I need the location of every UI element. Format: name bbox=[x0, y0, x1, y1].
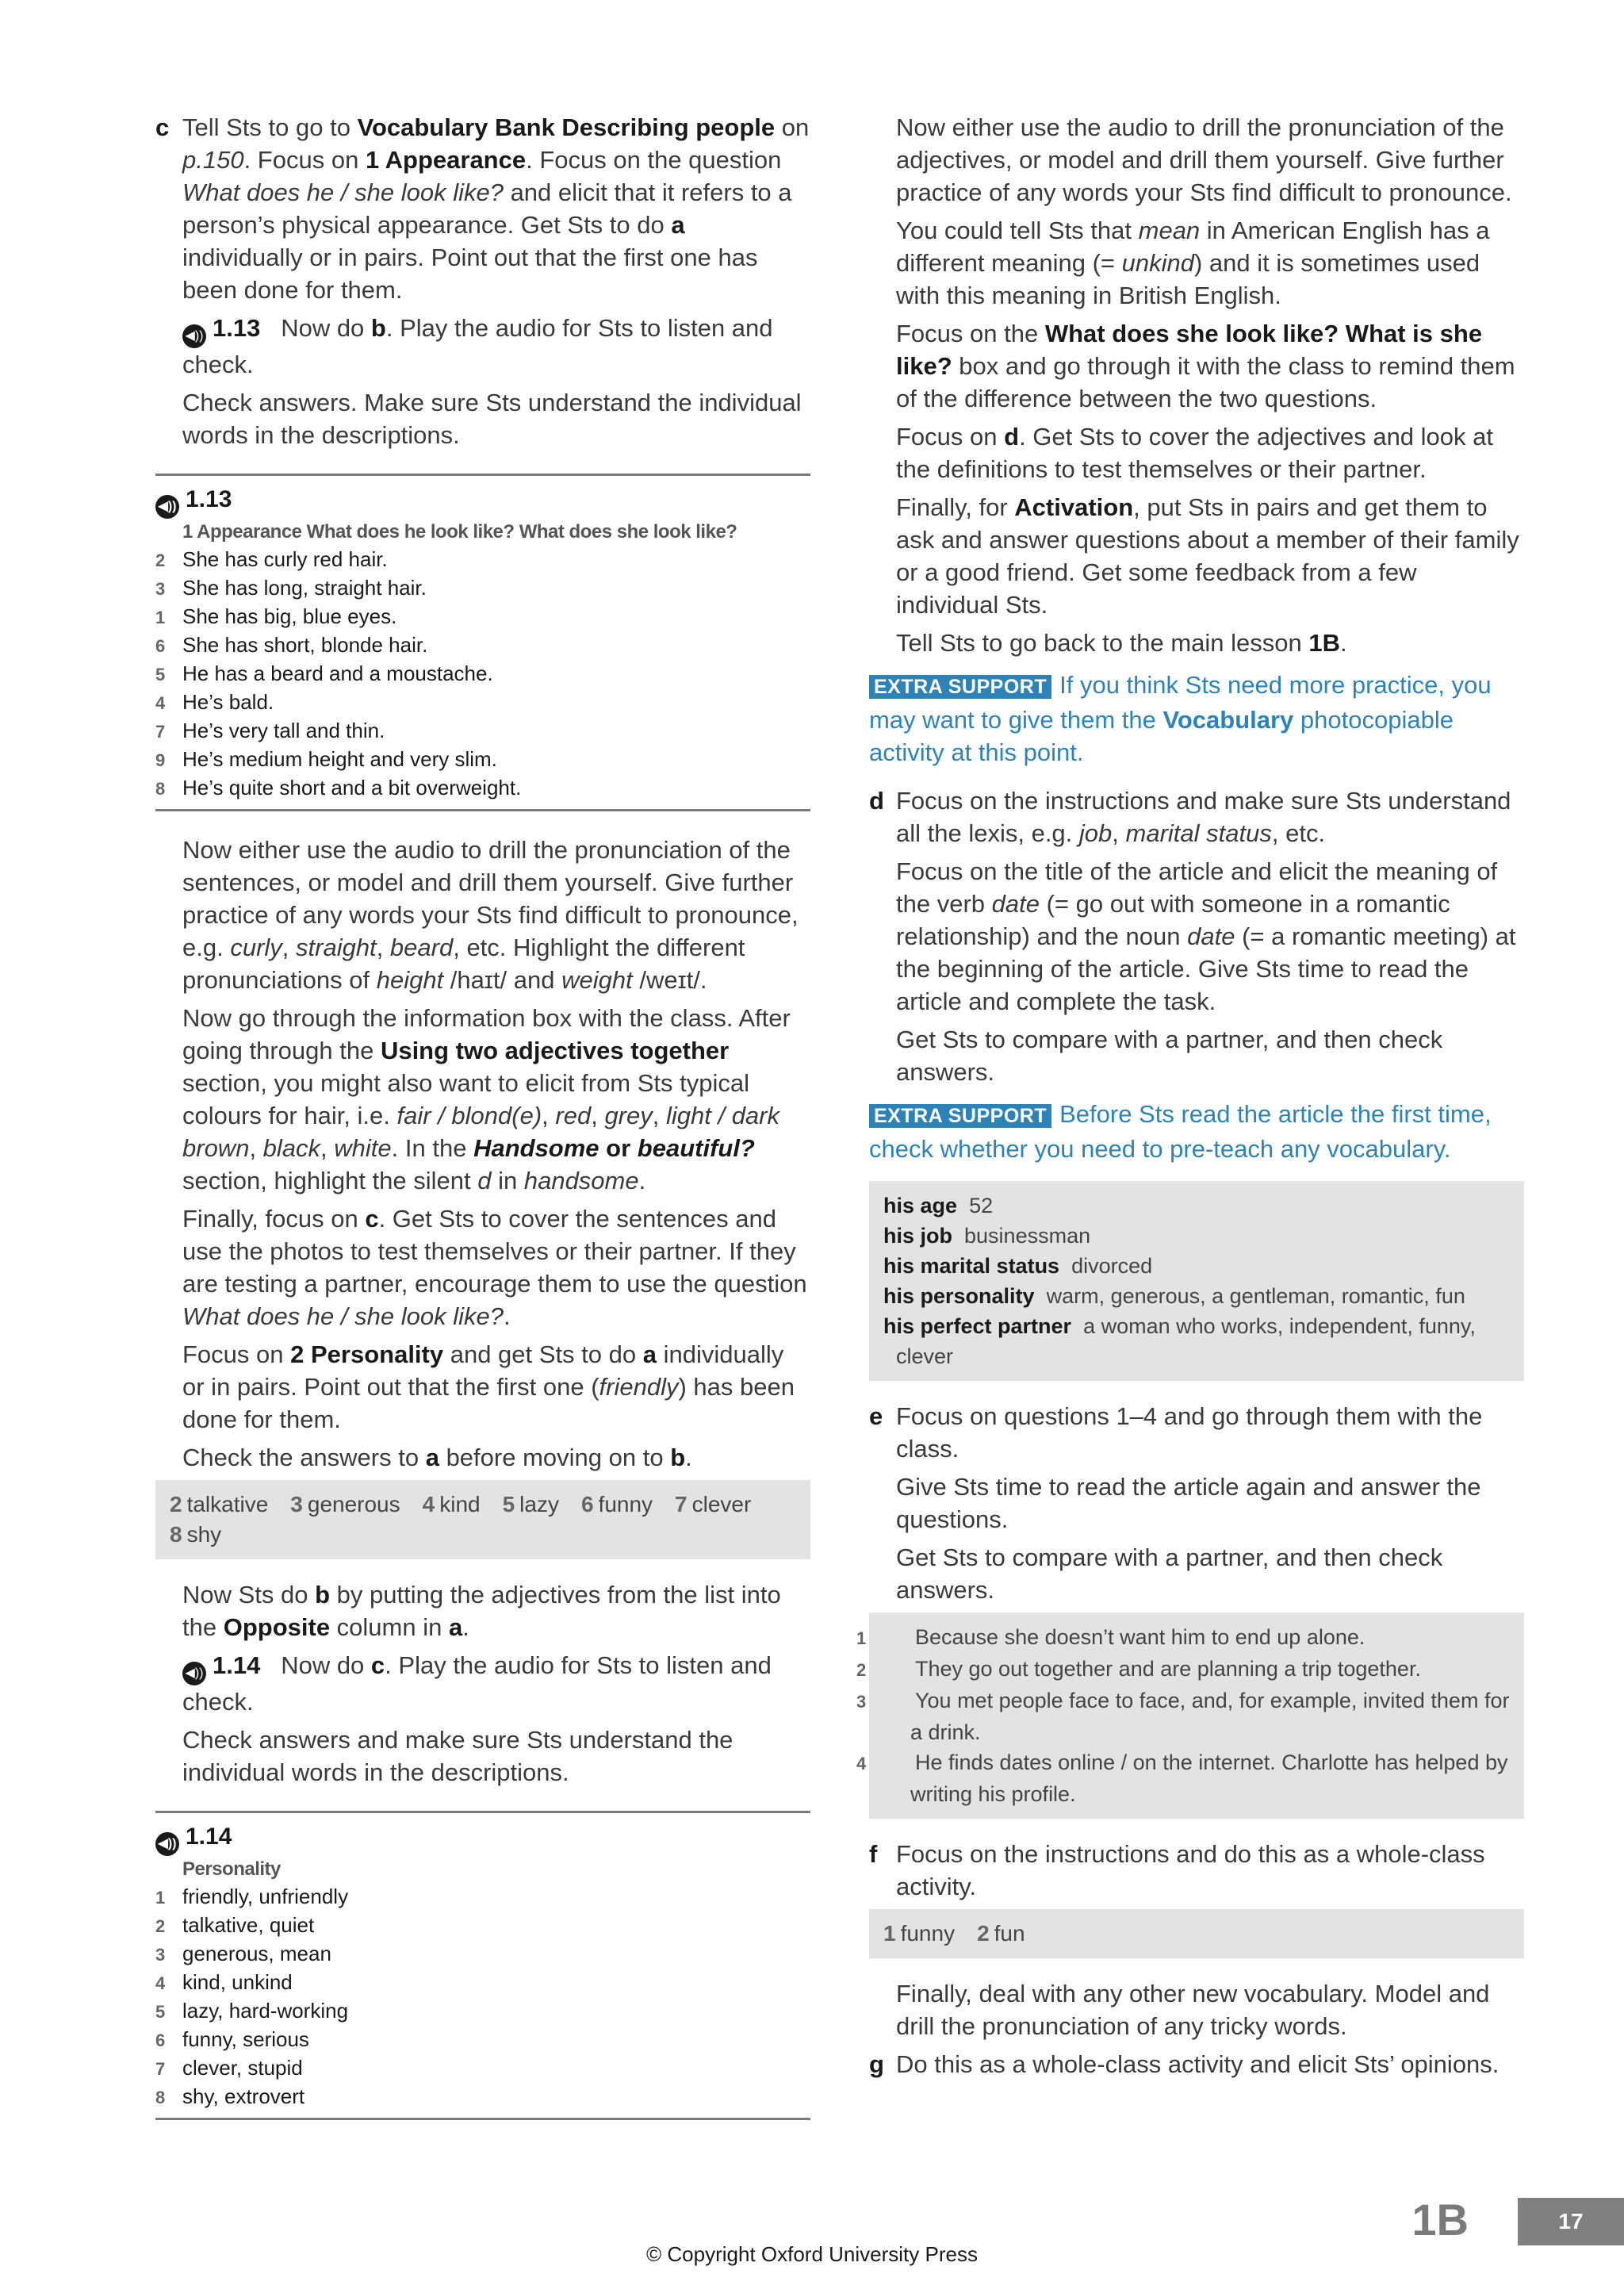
line-number: 7 bbox=[155, 722, 166, 742]
audio-line bbox=[155, 1940, 810, 1969]
audio-1-14-instruction: ◀)) 1.14 Now do c. Play the audio for Sts to listen and check. bbox=[182, 1651, 772, 1716]
audio-line bbox=[155, 2054, 810, 2083]
audio-line bbox=[155, 1969, 810, 1997]
answer-item bbox=[170, 1490, 268, 1520]
check-descriptions: Check answers and make sure Sts understand the individual words in the descriptions. bbox=[182, 1726, 733, 1786]
line-number: 2 bbox=[155, 550, 166, 570]
answer-number: 4 bbox=[856, 1754, 867, 1773]
answer-text: He finds dates online / on the internet. Charlotte has helped by writing his profile. bbox=[910, 1750, 1508, 1806]
line-text: kind, unkind bbox=[182, 1970, 293, 1994]
answer-key-f bbox=[869, 1909, 1524, 1958]
personality-paragraph: Focus on 2 Personality and get Sts to do a individually or in pairs. Point out that the first one (friendly) has been done for them. bbox=[182, 1340, 795, 1433]
e-read-again: Give Sts time to read the article again and answer the questions. bbox=[896, 1473, 1481, 1533]
profile-key: his marital status bbox=[883, 1254, 1060, 1278]
answer-item bbox=[290, 1490, 400, 1520]
check-answers-paragraph: Check the answers to a before moving on to b. bbox=[182, 1444, 692, 1471]
focus-d-note: Focus on d. Get Sts to cover the adjectives and look at the definitions to test themselves or their partner. bbox=[896, 423, 1493, 483]
audio-lines bbox=[155, 1883, 810, 2111]
line-text: She has big, blue eyes. bbox=[182, 604, 397, 628]
line-text: He’s medium height and very slim. bbox=[182, 747, 497, 771]
answer-text: kind bbox=[439, 1492, 481, 1517]
answer-text: funny bbox=[900, 1921, 956, 1946]
audio-subtitle: Personality bbox=[182, 1858, 281, 1880]
line-number: 6 bbox=[155, 636, 166, 656]
line-number: 1 bbox=[155, 1888, 166, 1908]
profile-key: his job bbox=[883, 1224, 952, 1248]
extra-support-badge: EXTRA SUPPORT bbox=[869, 1104, 1051, 1128]
d-title-note: Focus on the title of the article and elicit the meaning of the verb date (= go out with someone in a romantic relationship) and the noun date (= a romantic meeting) at the beginning of the article. Give Sts time to read the article and complete the task. bbox=[896, 857, 1516, 1015]
section-letter: g bbox=[869, 2050, 884, 2078]
answer-text: Because she doesn’t want him to end up alone. bbox=[915, 1625, 1365, 1649]
speaker-icon[interactable]: ◀)) bbox=[155, 495, 179, 519]
line-text: generous, mean bbox=[182, 1942, 331, 1965]
profile-value: businessman bbox=[964, 1224, 1091, 1248]
audio-line bbox=[155, 546, 810, 574]
audio-lines bbox=[155, 546, 810, 803]
answer-item bbox=[856, 1685, 1510, 1747]
section-f bbox=[869, 1838, 1524, 1903]
line-text: She has curly red hair. bbox=[182, 547, 388, 571]
answer-number: 8 bbox=[170, 1522, 182, 1547]
answer-item bbox=[170, 1520, 221, 1550]
g-instruction: Do this as a whole-class activity and elicit Sts’ opinions. bbox=[896, 2050, 1500, 2078]
line-number: 5 bbox=[155, 665, 166, 684]
answer-number: 3 bbox=[856, 1692, 867, 1712]
e-instruction: Focus on questions 1–4 and go through them with the class. bbox=[896, 1402, 1483, 1463]
profile-value: divorced bbox=[1071, 1254, 1153, 1278]
answer-number: 5 bbox=[502, 1492, 515, 1517]
audio-title: ◀)) 1.13 bbox=[155, 484, 810, 519]
answer-number: 7 bbox=[675, 1492, 688, 1517]
answer-number: 6 bbox=[580, 1492, 594, 1517]
answer-number: 2 bbox=[170, 1492, 182, 1517]
extra-support-badge: EXTRA SUPPORT bbox=[869, 675, 1051, 699]
c-instruction: Tell Sts to go to Vocabulary Bank Describing people on p.150. Focus on 1 Appearance. Focus on the question What does he / she look like? and elicit that it refers to a person’s physical appearance. Get Sts to do a individually or in pairs. Point out that the first one has been done for them. bbox=[182, 113, 810, 304]
answer-item bbox=[856, 1747, 1510, 1809]
audio-line bbox=[155, 660, 810, 688]
drill-paragraph: Now either use the audio to drill the pronunciation of the sentences, or model and drill them yourself. Give further practice of any words your Sts find difficult to pronounce, e.g. curly, straight, beard, etc. Highlight the different pronunciations of height /haɪt/ and weight /weɪt/. bbox=[182, 836, 799, 994]
profile-key: his personality bbox=[883, 1284, 1035, 1308]
answer-text: fun bbox=[994, 1921, 1025, 1946]
f-vocabulary: Finally, deal with any other new vocabulary. Model and drill the pronunciation of any tricky words. bbox=[896, 1980, 1490, 2040]
answer-number: 4 bbox=[422, 1492, 435, 1517]
audio-line bbox=[155, 631, 810, 660]
section-letter: e bbox=[869, 1402, 883, 1430]
answer-text: lazy bbox=[519, 1492, 559, 1517]
audio-line bbox=[155, 717, 810, 746]
section-e bbox=[869, 1400, 1524, 1465]
speaker-icon[interactable]: ◀)) bbox=[182, 1662, 206, 1685]
answer-text: talkative bbox=[186, 1492, 269, 1517]
answer-number: 3 bbox=[290, 1492, 303, 1517]
line-number: 1 bbox=[155, 608, 166, 627]
line-text: He’s very tall and thin. bbox=[182, 719, 385, 742]
section-d bbox=[869, 784, 1524, 849]
line-text: He’s bald. bbox=[182, 690, 274, 714]
answer-text: They go out together and are planning a trip together. bbox=[915, 1657, 1421, 1681]
answer-item bbox=[675, 1490, 751, 1520]
profile-row bbox=[883, 1311, 1510, 1371]
profile-row bbox=[883, 1221, 1510, 1251]
answer-item bbox=[856, 1654, 1510, 1685]
profile-value: warm, generous, a gentleman, romantic, fun bbox=[1046, 1284, 1465, 1308]
line-number: 9 bbox=[155, 750, 166, 770]
answer-key-d bbox=[869, 1181, 1524, 1381]
answer-number: 1 bbox=[883, 1921, 896, 1946]
answer-text: You met people face to face, and, for example, invited them for a drink. bbox=[910, 1689, 1510, 1744]
line-text: lazy, hard-working bbox=[182, 1999, 349, 2023]
audio-script-1-13 bbox=[155, 474, 810, 811]
left-column bbox=[155, 111, 810, 2142]
line-number: 4 bbox=[155, 693, 166, 713]
d-instruction: Focus on the instructions and make sure Sts understand all the lexis, e.g. job, marital status, etc. bbox=[896, 787, 1511, 847]
answer-number: 2 bbox=[977, 1921, 990, 1946]
extra-support-preteach: EXTRA SUPPORT Before Sts read the article the first time, check whether you need to pre-teach any vocabulary. bbox=[869, 1100, 1492, 1163]
section-g bbox=[869, 2048, 1524, 2080]
lesson-code: 1B bbox=[1411, 2195, 1469, 2245]
section-letter: f bbox=[869, 1840, 878, 1868]
f-instruction: Focus on the instructions and do this as a whole-class activity. bbox=[896, 1840, 1485, 1900]
line-number: 4 bbox=[155, 1973, 166, 1993]
line-number: 3 bbox=[155, 579, 166, 599]
answer-number: 2 bbox=[856, 1660, 867, 1680]
audio-line bbox=[155, 574, 810, 603]
audio-line bbox=[155, 1911, 810, 1940]
section-c bbox=[155, 111, 810, 306]
line-text: She has short, blonde hair. bbox=[182, 633, 428, 657]
audio-line bbox=[155, 688, 810, 717]
audio-line bbox=[155, 2026, 810, 2054]
line-text: He’s quite short and a bit overweight. bbox=[182, 776, 522, 799]
answer-key-e bbox=[856, 1612, 1524, 1819]
answer-item bbox=[581, 1490, 653, 1520]
profile-key: his perfect partner bbox=[883, 1314, 1072, 1338]
questions-box-note: Focus on the What does she look like? What is she like? box and go through it with the class to remind them of the difference between the two questions. bbox=[896, 320, 1515, 412]
audio-title: ◀)) 1.14 bbox=[155, 1821, 810, 1856]
speaker-icon[interactable]: ◀)) bbox=[155, 1832, 179, 1856]
line-number: 8 bbox=[155, 2088, 166, 2107]
mean-note: You could tell Sts that mean in American English has a different meaning (= unkind) and it is sometimes used with this meaning in British English. bbox=[896, 217, 1490, 309]
c-check: Check answers. Make sure Sts understand the individual words in the descriptions. bbox=[182, 389, 802, 449]
answer-item bbox=[883, 1919, 955, 1949]
profile-row bbox=[883, 1191, 1510, 1221]
speaker-icon[interactable]: ◀)) bbox=[182, 324, 206, 348]
audio-line bbox=[155, 2083, 810, 2111]
section-letter: c bbox=[155, 113, 170, 141]
profile-row bbox=[883, 1281, 1510, 1311]
section-letter: d bbox=[869, 787, 884, 815]
audio-line bbox=[155, 1997, 810, 2026]
line-number: 2 bbox=[155, 1916, 166, 1936]
line-number: 5 bbox=[155, 2002, 166, 2022]
test-paragraph: Finally, focus on c. Get Sts to cover the sentences and use the photos to test themselves or their partner. If they are testing a partner, encourage them to use the question What does he / she look like?. bbox=[182, 1205, 807, 1330]
answer-text: generous bbox=[307, 1492, 400, 1517]
page-number: 17 bbox=[1518, 2198, 1624, 2245]
audio-subtitle: 1 Appearance What does he look like? What does she look like? bbox=[182, 521, 737, 543]
line-number: 6 bbox=[155, 2030, 166, 2050]
line-text: friendly, unfriendly bbox=[182, 1885, 349, 1908]
audio-line bbox=[155, 1883, 810, 1911]
line-text: She has long, straight hair. bbox=[182, 576, 427, 600]
e-compare: Get Sts to compare with a partner, and then check answers. bbox=[896, 1543, 1443, 1604]
answer-item bbox=[503, 1490, 559, 1520]
copyright-notice: © Copyright Oxford University Press bbox=[646, 2242, 978, 2266]
line-text: clever, stupid bbox=[182, 2056, 303, 2080]
answer-item bbox=[423, 1490, 481, 1520]
profile-key: his age bbox=[883, 1194, 958, 1217]
audio-script-1-14 bbox=[155, 1811, 810, 2120]
extra-support-vocabulary: EXTRA SUPPORT If you think Sts need more practice, you may want to give them the Vocabulary photocopiable activity at this point. bbox=[869, 671, 1492, 766]
line-number: 3 bbox=[155, 1945, 166, 1965]
activation-note: Finally, for Activation, put Sts in pairs and get them to ask and answer questions about a member of their family or a good friend. Get some feedback from a few individual Sts. bbox=[896, 493, 1519, 619]
profile-row bbox=[883, 1251, 1510, 1281]
answer-text: funny bbox=[598, 1492, 653, 1517]
right-column bbox=[856, 111, 1524, 2086]
back-to-lesson: Tell Sts to go back to the main lesson 1B. bbox=[896, 629, 1347, 657]
line-number: 8 bbox=[155, 779, 166, 799]
answer-item bbox=[856, 1622, 1510, 1654]
audio-line bbox=[155, 746, 810, 774]
info-box-paragraph: Now go through the information box with the class. After going through the Using two adjectives together section, you might also want to elicit from Sts typical colours for hair, i.e. fair / blond(e), red, grey, light / dark brown, black, white. In the Handsome or beautiful? section, highlight the silent d in handsome. bbox=[182, 1004, 791, 1194]
c-audio-instruction: ◀)) 1.13 Now do b. Play the audio for Sts to listen and check. bbox=[182, 314, 773, 378]
profile-value: 52 bbox=[969, 1194, 994, 1217]
line-text: funny, serious bbox=[182, 2027, 309, 2051]
drill-adjectives: Now either use the audio to drill the pronunciation of the adjectives, or model and drill them yourself. Give further practice of any words your Sts find difficult to pronounce. bbox=[896, 113, 1512, 206]
audio-line bbox=[155, 774, 810, 803]
line-number: 7 bbox=[155, 2059, 166, 2079]
audio-line bbox=[155, 603, 810, 631]
answer-number: 1 bbox=[856, 1628, 867, 1648]
answer-item bbox=[977, 1919, 1025, 1949]
answer-key-a bbox=[155, 1480, 810, 1559]
opposite-paragraph: Now Sts do b by putting the adjectives from the list into the Opposite column in a. bbox=[182, 1581, 781, 1641]
d-compare: Get Sts to compare with a partner, and then check answers. bbox=[896, 1026, 1443, 1086]
profile-value: a woman who works, independent, funny, clever bbox=[896, 1314, 1476, 1368]
line-text: He has a beard and a moustache. bbox=[182, 661, 493, 685]
line-text: talkative, quiet bbox=[182, 1913, 315, 1937]
answer-text: shy bbox=[186, 1522, 222, 1547]
answer-text: clever bbox=[691, 1492, 752, 1517]
line-text: shy, extrovert bbox=[182, 2084, 305, 2108]
